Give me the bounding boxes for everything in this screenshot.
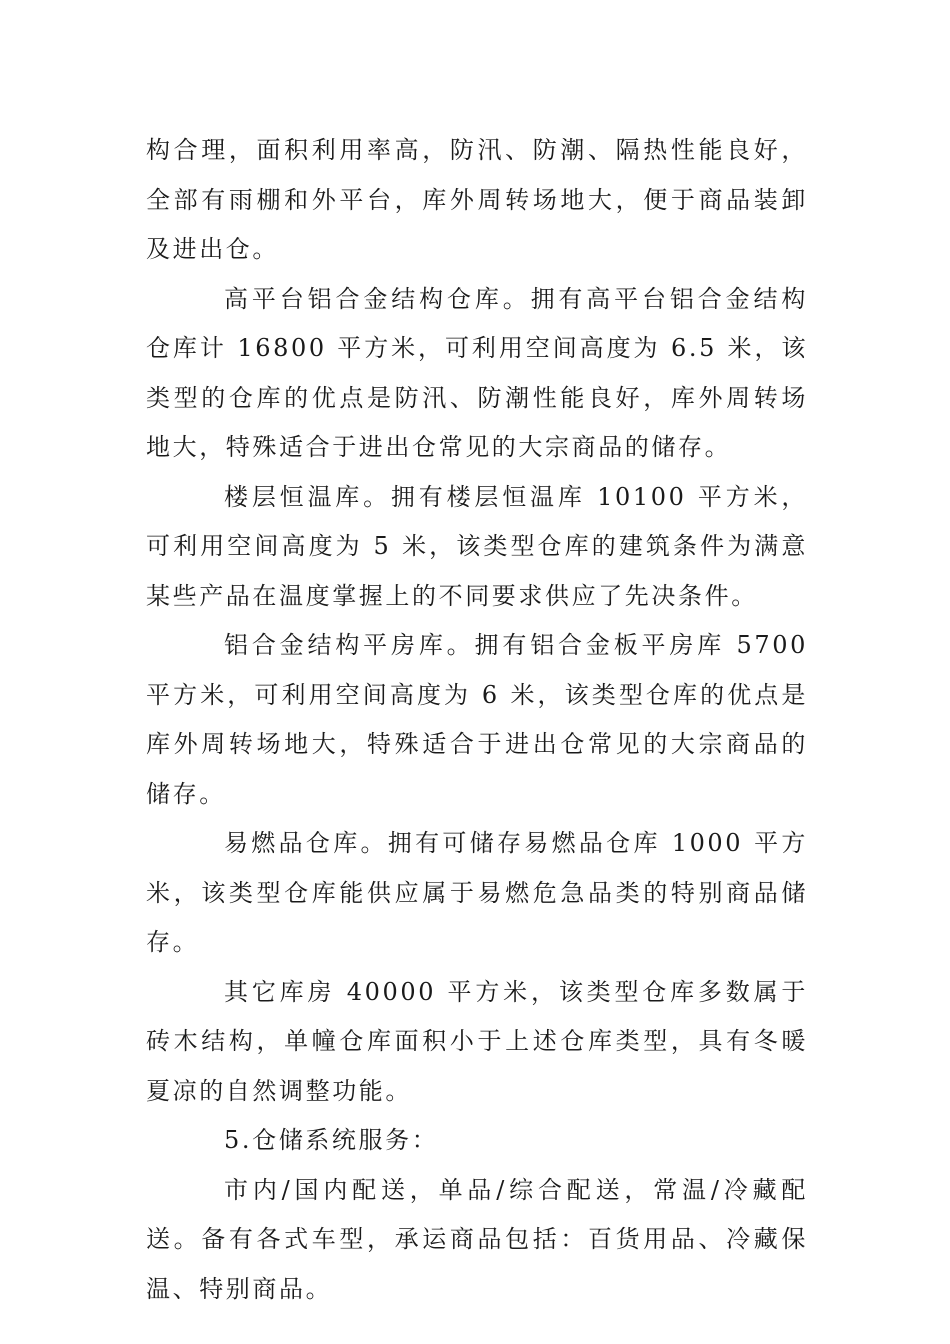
paragraph-continuation: 构合理，面积利用率高，防汛、防潮、隔热性能良好，全部有雨棚和外平台，库外周转场地大，便于商品装卸及进出仓。 xyxy=(146,136,808,263)
section-heading-storage-services: 5.仓储系统服务： xyxy=(224,1126,439,1154)
paragraph-flammable-goods-warehouse: 易燃品仓库。拥有可储存易燃品仓库 1000 平方米，该类型仓库能供应属于易燃危急品类的特别商品储存。 xyxy=(146,829,808,956)
paragraph-other-warehouses: 其它库房 40000 平方米，该类型仓库多数属于砖木结构，单幢仓库面积小于上述仓库类型，具有冬暖夏凉的自然调整功能。 xyxy=(146,977,808,1105)
paragraph-distribution-services: 市内/国内配送，单品/综合配送，常温/冷藏配送。备有各式车型，承运商品包括：百货用品、冷藏保温、特别商品。 xyxy=(146,1175,808,1303)
document-body xyxy=(146,126,808,1314)
paragraph-constant-temperature-warehouse: 楼层恒温库。拥有楼层恒温库 10100 平方米，可利用空间高度为 5 米，该类型仓库的建筑条件为满意某些产品在温度掌握上的不同要求供应了先决条件。 xyxy=(146,482,808,610)
paragraph-aluminum-single-storey-warehouse: 铝合金结构平房库。拥有铝合金板平房库 5700 平方米，可利用空间高度为 6 米，该类型仓库的优点是库外周转场地大，特殊适合于进出仓常见的大宗商品的储存。 xyxy=(146,631,808,808)
paragraph-high-platform-warehouse: 高平台铝合金结构仓库。拥有高平台铝合金结构仓库计 16800 平方米，可利用空间高度为 6.5 米，该类型的仓库的优点是防汛、防潮性能良好，库外周转场地大，特殊适合于进出仓常见的大宗商品的储存。 xyxy=(146,284,808,461)
